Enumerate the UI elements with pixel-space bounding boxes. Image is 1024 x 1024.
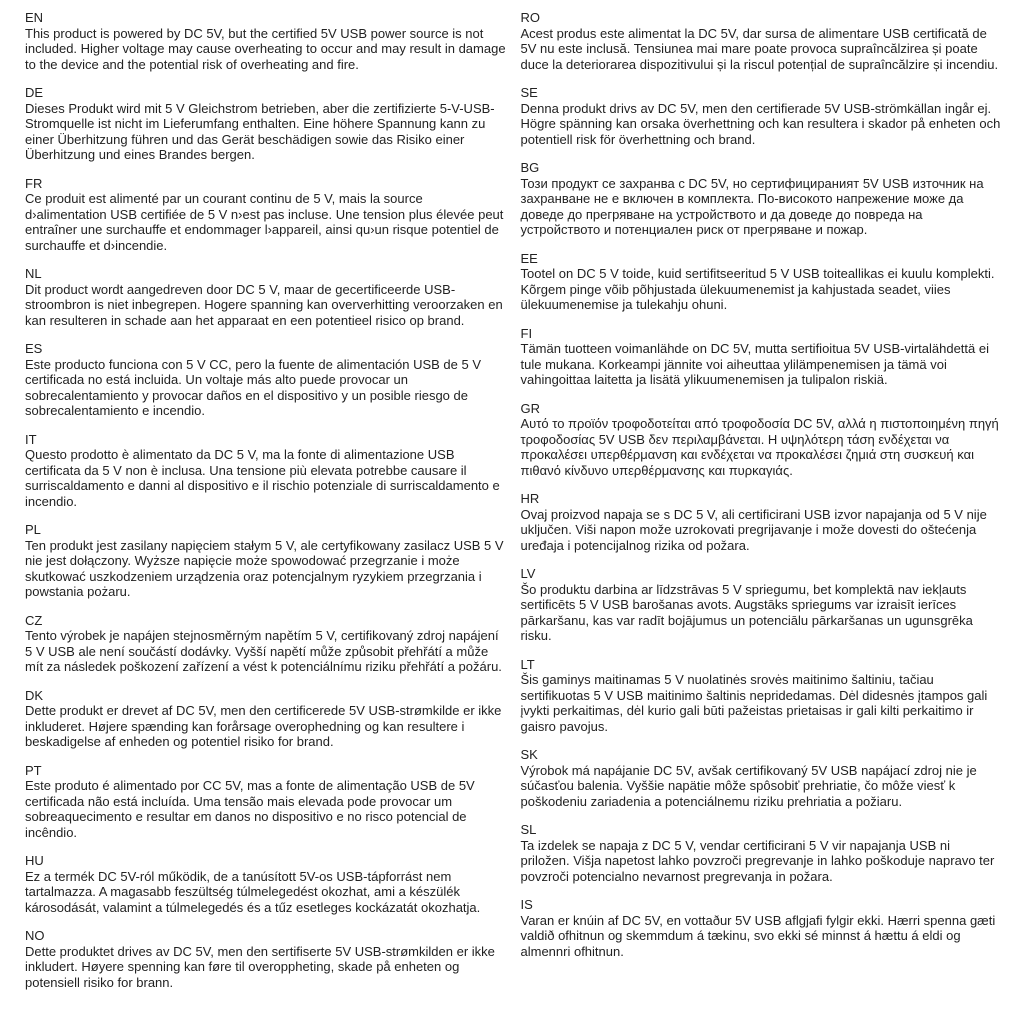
- language-code: RO: [520, 10, 540, 25]
- language-code: IT: [25, 431, 37, 447]
- language-text: Acest produs este alimentat la DC 5V, dar sursa de alimentare USB certificată de 5V nu este inclusă. Tensiunea mai mare poate provoca supraîncălzirea și poate duce la deteriorarea dispozitivului și la riscul potențial de supraîncălzire și incendiu.: [520, 25, 999, 72]
- language-code: NL: [25, 266, 42, 281]
- language-code: SE: [520, 85, 538, 100]
- language-section-en: [25, 10, 507, 72]
- language-code: DE: [25, 85, 44, 100]
- language-code: GR: [520, 400, 540, 416]
- language-section-ro: [521, 10, 1003, 72]
- language-code: LV: [520, 566, 536, 581]
- language-text: Questo prodotto è alimentato da DC 5 V, ma la fonte di alimentazione USB certificata da 5 V non è inclusa. Una tensione più elevata potrebbe causare il surriscaldamento e danni al dispositivo e il rischio potenziale di surriscaldamento e incendio.: [25, 447, 500, 509]
- language-code: IS: [520, 897, 533, 912]
- language-text: Αυτό το προϊόν τροφοδοτείται από τροφοδοσία DC 5V, αλλά η πιστοποιημένη πηγή τροφοδοσίας 5V USB δεν περιλαμβάνεται. Η υψηλότερη τάση ενδέχεται να προκαλέσει υπερθέρμανση και ενδέχεται να προκαλέσει ζημιά στη συσκευή και πιθανό κίνδυνο υπερθέρμανσης και πυρκαγιάς.: [520, 416, 999, 478]
- language-section-es: [25, 341, 507, 419]
- language-text: Dit product wordt aangedreven door DC 5 V, maar de gecertificeerde USB-stroombron is niet inbegrepen. Hogere spanning kan oververhitting veroorzaken en kan resulteren in schade aan het apparaat en een potentieel risico op brand.: [25, 281, 503, 328]
- language-text: Ce produit est alimenté par un courant continu de 5 V, mais la source d›alimentation USB certifiée de 5 V n›est pas incluse. Une tension plus élevée peut entraîner une surchauffe et endommager l›appareil, ainsi qu›un risque potentiel de surchauffe et d›incendie.: [25, 191, 504, 253]
- language-section-fr: [25, 176, 507, 254]
- language-code: EE: [520, 250, 538, 266]
- language-text: Dette produktet drives av DC 5V, men den sertifiserte 5V USB-strømkilden er ikke inkludert. Høyere spenning kan føre til overoppheting, skade på enheten og potensiell risiko for brann.: [25, 943, 495, 990]
- language-text: Ten produkt jest zasilany napięciem stałym 5 V, ale certyfikowany zasilacz USB 5 V nie jest dołączony. Wyższe napięcie może spowodować przegrzanie i może skutkować uszkodzeniem urządzenia oraz potencjalnym ryzykiem przegrzania i powstania pożaru.: [25, 537, 504, 599]
- language-section-pl: [25, 522, 507, 600]
- language-text: Este producto funciona con 5 V CC, pero la fuente de alimentación USB de 5 V certificada no está incluida. Un voltaje más alto puede provocar un sobrecalentamiento y provocar daños en el dispositivo y un posible riesgo de sobrecalentamiento e incendio.: [25, 356, 481, 418]
- language-section-fi: [521, 326, 1003, 388]
- language-code: CZ: [25, 612, 43, 628]
- language-text: Šo produktu darbina ar līdzstrāvas 5 V spriegumu, bet komplektā nav iekļauts sertificēts 5 V USB barošanas avots. Augstāks spriegums var izraisīt ierīces pārkaršanu, kas var radīt bojājumus un potenciālu pārkaršanas un ugunsgrēka risku.: [520, 581, 973, 643]
- language-code: HR: [520, 491, 540, 506]
- language-section-se: [521, 85, 1003, 147]
- language-section-sk: [521, 747, 1003, 809]
- language-text: Denna produkt drivs av DC 5V, men den certifierade 5V USB-strömkällan ingår ej. Högre spänning kan orsaka överhettning och kan resultera i skador på enheten och potentiell risk för överhettning och brand.: [520, 100, 1001, 147]
- language-code: FR: [25, 175, 43, 191]
- language-section-pt: [25, 763, 507, 841]
- language-section-gr: [521, 401, 1003, 479]
- language-text: Este produto é alimentado por CC 5V, mas a fonte de alimentação USB de 5V certificada não está incluída. Uma tensão mais elevada pode provocar um sobreaquecimento e resultar em danos no dispositivo e no risco potencial de incêndio.: [25, 778, 475, 840]
- language-text: Varan er knúin af DC 5V, en vottaður 5V USB aflgjafi fylgir ekki. Hærri spenna gæti valdið ofhitnun og skemmdum á tækinu, svo ekki sé minnst á hættu á eldi og almennri ofhitnun.: [520, 912, 996, 959]
- language-code: SK: [520, 747, 538, 762]
- language-section-nl: [25, 266, 507, 328]
- language-code: PL: [25, 522, 41, 537]
- language-section-sl: [521, 822, 1003, 884]
- language-section-lt: [521, 657, 1003, 735]
- language-code: NO: [25, 928, 45, 943]
- language-code: FI: [520, 325, 533, 341]
- language-text: Tämän tuotteen voimanlähde on DC 5V, mutta sertifioitua 5V USB-virtalähdettä ei tule mukana. Korkeampi jännite voi aiheuttaa ylilämpenemisen ja tämä voi vahingoittaa laitetta ja lisätä ylikuumenemisen ja tulipalon riskiä.: [520, 341, 989, 387]
- language-text: Ta izdelek se napaja z DC 5 V, vendar certificirani 5 V vir napajanja USB ni priložen. Višja napetost lahko povzroči pregrevanje in lahko poškoduje napravo ter povzroči potencialno nevarnost pregrevanja in požara.: [520, 837, 995, 884]
- language-code: HU: [25, 853, 44, 868]
- language-section-lv: [521, 566, 1003, 644]
- language-section-is: [521, 897, 1003, 959]
- language-text: Ovaj proizvod napaja se s DC 5 V, ali certificirani USB izvor napajanja od 5 V nije uključen. Viši napon može uzrokovati pregrijavanje i može dovesti do oštećenja uređaja i potencijalnog rizika od požara.: [520, 506, 987, 553]
- column-right: [521, 10, 1003, 1014]
- language-text: Този продукт се захранва с DC 5V, но сертифицираният 5V USB източник на захранване не е включен в комплекта. По-високото напрежение може да доведе до прегряване на устройството и да доведе до повреда на устройството и потенциален риск от прегряване и пожар.: [520, 175, 984, 237]
- language-text: This product is powered by DC 5V, but the certified 5V USB power source is not included. Higher voltage may cause overheating to occur and may result in damage to the device and the potential risk of overheating and fire.: [25, 25, 506, 72]
- language-code: ES: [25, 341, 43, 356]
- language-section-hu: [25, 853, 507, 915]
- language-text: Tento výrobek je napájen stejnosměrným napětím 5 V, certifikovaný zdroj napájení 5 V USB ale není součástí dodávky. Vyšší napětí může způsobit přehřátí a může mít za následek poškození zařízení a vést k potenciálnímu riziku přehřátí a požáru.: [25, 628, 502, 674]
- language-section-cz: [25, 613, 507, 675]
- language-section-it: [25, 432, 507, 510]
- language-text: Šis gaminys maitinamas 5 V nuolatinės srovės maitinimo šaltiniu, tačiau sertifikuotas 5 V USB maitinimo šaltinis nepridedamas. Dėl didesnės įtampos gali įvykti perkaitimas, dėl kurio gali būti pažeistas prietaisas ir gali kilti perkaitimo ir gaisro pavojus.: [520, 672, 988, 734]
- language-code: LT: [520, 656, 535, 672]
- language-section-dk: [25, 688, 507, 750]
- language-text: Dette produkt er drevet af DC 5V, men den certificerede 5V USB-strømkilde er ikke inkluderet. Højere spænding kan forårsage overophedning og kan resultere i beskadigelse af enheden og potentiel risiko for brand.: [25, 703, 502, 749]
- column-left: [25, 10, 507, 1014]
- language-section-bg: [521, 160, 1003, 238]
- language-code: PT: [25, 762, 42, 778]
- language-section-de: [25, 85, 507, 163]
- language-text: Výrobok má napájanie DC 5V, avšak certifikovaný 5V USB napájací zdroj nie je súčasťou balenia. Vyššie napätie môže spôsobiť prehriatie, čo môže viesť k poškodeniu zariadenia a potenciálnemu riziku prehriatia a požiaru.: [520, 762, 977, 809]
- language-section-hr: [521, 491, 1003, 553]
- language-text: Tootel on DC 5 V toide, kuid sertifitseeritud 5 V USB toiteallikas ei kuulu komplekti. Kõrgem pinge võib põhjustada ülekuumenemist ja kahjustada seadet, viies ülekuumenemise ja tulekahju ohuni.: [520, 266, 995, 312]
- language-code: EN: [25, 10, 44, 25]
- language-section-ee: [521, 251, 1003, 313]
- language-code: BG: [520, 160, 540, 175]
- language-code: DK: [25, 687, 44, 703]
- language-text: Dieses Produkt wird mit 5 V Gleichstrom betrieben, aber die zertifizierte 5-V-USB-Stromquelle ist nicht im Lieferumfang enthalten. Eine höhere Spannung kann zu einer Überhitzung führen und das Gerät beschädigen sowie das Risiko einer Überhitzung und eines Brandes bergen.: [25, 100, 495, 162]
- language-section-no: [25, 928, 507, 990]
- language-text: Ez a termék DC 5V-ról működik, de a tanúsított 5V-os USB-tápforrást nem tartalmazza. A magasabb feszültség túlmelegedést okozhat, ami a készülék károsodását, valamint a túlmelegedés és a tűz esetleges kockázatát okozhatja.: [25, 868, 481, 915]
- language-code: SL: [520, 822, 537, 837]
